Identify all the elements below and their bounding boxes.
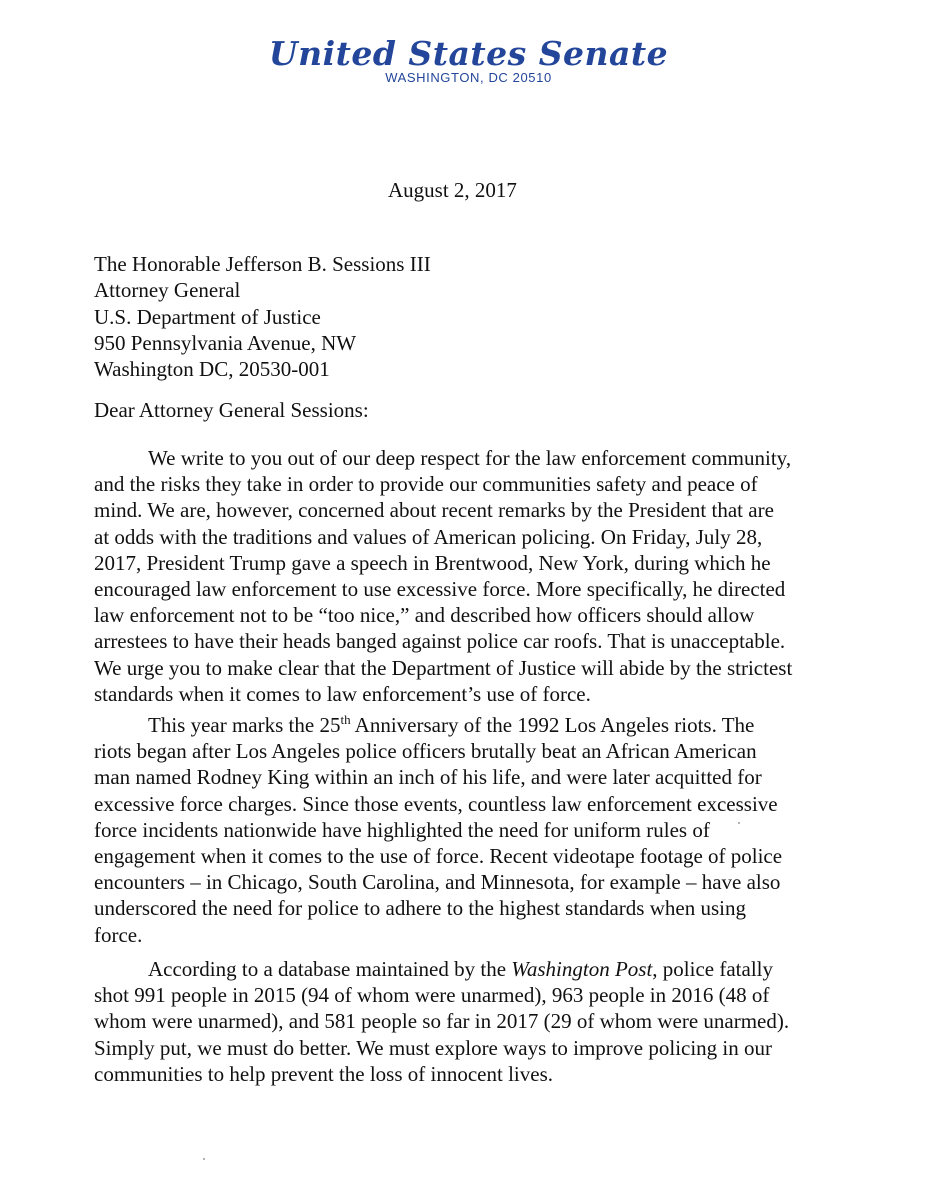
paragraph-fragment: This year marks the 25	[148, 713, 341, 737]
paragraph-line: arrestees to have their heads banged against police car roofs. That is unacceptable.	[94, 629, 786, 654]
paragraph-line: force incidents nationwide have highlighted the need for uniform rules of	[94, 817, 710, 842]
letterhead	[0, 34, 937, 85]
senate-title: United States Senate	[268, 34, 669, 73]
recipient-line: Attorney General	[94, 278, 241, 303]
paragraph-line	[94, 712, 839, 738]
recipient-line: Washington DC, 20530-001	[94, 357, 330, 382]
paragraph-line: and the risks they take in order to provide our communities safety and peace of	[94, 472, 758, 497]
paragraph-line: at odds with the traditions and values of American policing. On Friday, July 28,	[94, 524, 763, 549]
paragraph-line: shot 991 people in 2015 (94 of whom were unarmed), 963 people in 2016 (48 of	[94, 983, 770, 1008]
paragraph-line: mind. We are, however, concerned about recent remarks by the President that are	[94, 498, 774, 523]
paragraph-line: excessive force charges. Since those events, countless law enforcement excessive	[94, 791, 778, 816]
paragraph-line: whom were unarmed), and 581 people so far in 2017 (29 of whom were unarmed).	[94, 1009, 790, 1034]
recipient-line: The Honorable Jefferson B. Sessions III	[94, 252, 431, 276]
paragraph-line: law enforcement not to be “too nice,” and described how officers should allow	[94, 603, 755, 628]
paragraph-line	[94, 956, 839, 982]
paragraph-fragment: Anniversary of the 1992 Los Angeles riots. The	[350, 713, 755, 737]
senate-address: WASHINGTON, DC 20510	[385, 70, 552, 85]
scan-speck	[738, 822, 740, 824]
paragraph-line: We urge you to make clear that the Department of Justice will abide by the strictest	[94, 655, 793, 680]
recipient-address	[94, 251, 431, 382]
paragraph-fragment: According to a database maintained by the	[148, 957, 512, 981]
recipient-line: U.S. Department of Justice	[94, 304, 321, 329]
paragraph-2	[94, 712, 839, 948]
publication-name: Washington Post	[511, 957, 653, 981]
paragraph-line: Simply put, we must do better. We must explore ways to improve policing in our	[94, 1035, 773, 1060]
paragraph-fragment: , police fatally	[652, 957, 773, 981]
scan-speck	[203, 1158, 205, 1160]
paragraph-line: standards when it comes to law enforcement’s use of force.	[94, 681, 591, 706]
paragraph-line: encounters – in Chicago, South Carolina, and Minnesota, for example – have also	[94, 870, 781, 895]
recipient-line: 950 Pennsylvania Avenue, NW	[94, 330, 357, 355]
paragraph-line: underscored the need for police to adhere to the highest standards when using	[94, 896, 746, 921]
paragraph-line: communities to help prevent the loss of innocent lives.	[94, 1061, 553, 1086]
paragraph-3	[94, 956, 839, 1087]
paragraph-line: engagement when it comes to the use of force. Recent videotape footage of police	[94, 844, 783, 869]
paragraph-line: man named Rodney King within an inch of his life, and were later acquitted for	[94, 765, 762, 790]
paragraph-1	[94, 445, 839, 707]
paragraph-line: encouraged law enforcement to use excessive force. More specifically, he directed	[94, 577, 786, 602]
paragraph-line: 2017, President Trump gave a speech in Brentwood, New York, during which he	[94, 550, 771, 575]
ordinal-superscript: th	[340, 712, 351, 727]
paragraph-line: riots began after Los Angeles police officers brutally beat an African American	[94, 739, 757, 764]
paragraph-line: force.	[94, 922, 143, 947]
paragraph-line: We write to you out of our deep respect for the law enforcement community,	[148, 446, 792, 470]
salutation: Dear Attorney General Sessions:	[94, 398, 369, 422]
letter-date: August 2, 2017	[388, 178, 517, 202]
